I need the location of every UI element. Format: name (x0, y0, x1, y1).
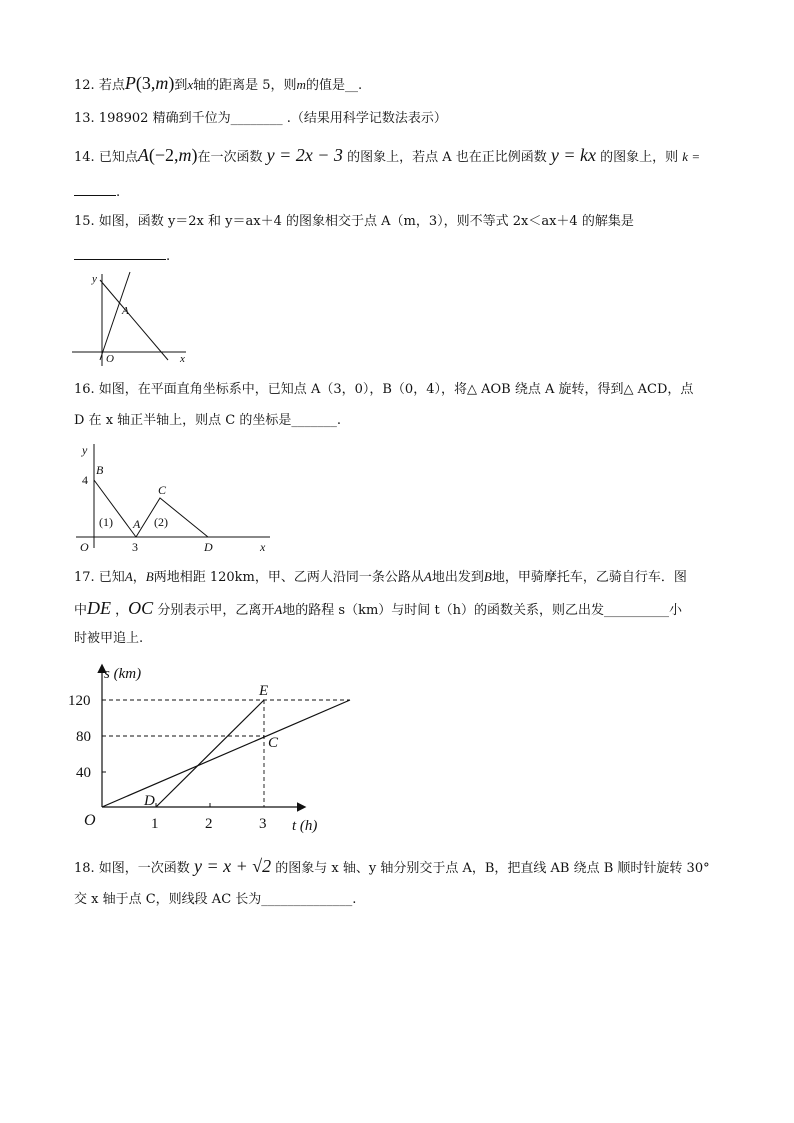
label-region-2: (2) (154, 515, 168, 529)
question-number: 12. (74, 78, 95, 93)
figure-q16 (72, 440, 282, 555)
question-16-line2: D 在 x 轴正半轴上，则点 C 的坐标是_______. (74, 413, 341, 428)
question-18-line2: 交 x 轴于点 C，则线段 AC 长为______________. (74, 892, 357, 907)
label-4: 4 (82, 473, 88, 487)
label-D: D (204, 540, 213, 554)
question-18: 18. 如图，一次函数 y = x + √2 的图象与 x 轴、y 轴分别交于点 A，B，把直线 AB 绕点 B 顺时针旋转 30° (74, 856, 710, 876)
label-x: x (180, 353, 185, 365)
label-C: C (158, 483, 167, 497)
question-13: 13. 198902 精确到千位为________ .（结果用科学记数法表示） (74, 111, 447, 126)
question-15: 15. 如图，函数 y＝2x 和 y＝ax＋4 的图象相交于点 A（m，3），则不等式 2x＜ax＋4 的解集是 (74, 214, 634, 229)
tick-label-3: 3 (259, 816, 267, 832)
tick-label-2: 2 (205, 816, 213, 832)
figure-q17 (60, 660, 380, 840)
question-17: 17. 已知A，B两地相距 120km，甲、乙两人沿同一条公路从A地出发到B地，甲骑摩托车，乙骑自行车．图 (74, 569, 687, 585)
label-D: D (144, 793, 155, 809)
tick-label-80: 80 (76, 729, 91, 745)
question-15-answer-line: . (74, 245, 170, 267)
label-O: O (106, 353, 114, 365)
label-O: O (84, 812, 96, 829)
label-y: y (82, 443, 88, 457)
line-y-ax-4 (100, 280, 168, 360)
question-12: 12. 若点P(3,m)到x轴的距离是 5，则m的值是__. (74, 73, 363, 93)
label-E: E (259, 683, 269, 699)
question-14-answer-line: . (74, 181, 120, 203)
label-A: A (133, 517, 141, 531)
label-3: 3 (132, 540, 138, 554)
triangle-ACD (136, 498, 208, 537)
question-17-line3: 时被甲追上. (74, 631, 144, 646)
tick-label-120: 120 (68, 693, 91, 709)
question-14: 14. 已知点A(−2,m)在一次函数 y = 2x − 3 的图象上，若点 A 也在正比例函数 y = kx 的图象上，则 k = (74, 145, 701, 165)
line-OC (102, 700, 350, 807)
question-16: 16. 如图，在平面直角坐标系中，已知点 A（3，0），B（0，4），将△ AOB 绕点 A 旋转，得到△ ACD，点 (74, 382, 694, 397)
line-DE (156, 700, 264, 807)
figure-q15 (64, 268, 204, 368)
label-C: C (268, 735, 279, 751)
tick-label-1: 1 (151, 816, 159, 832)
answer-blank (74, 245, 166, 260)
label-y: y (92, 273, 97, 285)
axis-label-s: s (km) (104, 666, 142, 682)
label-O: O (80, 540, 89, 554)
answer-blank (74, 181, 116, 196)
tick-label-40: 40 (76, 765, 91, 781)
question-17-line2: 中DE ，OC 分别表示甲，乙离开A地的路程 s（km）与时间 t（h）的函数关系，则乙出发__________小 (74, 598, 683, 618)
label-region-1: (1) (99, 515, 113, 529)
label-B: B (96, 463, 104, 477)
label-x: x (260, 540, 266, 554)
axis-label-t: t (h) (292, 818, 318, 834)
label-A: A (122, 305, 129, 317)
